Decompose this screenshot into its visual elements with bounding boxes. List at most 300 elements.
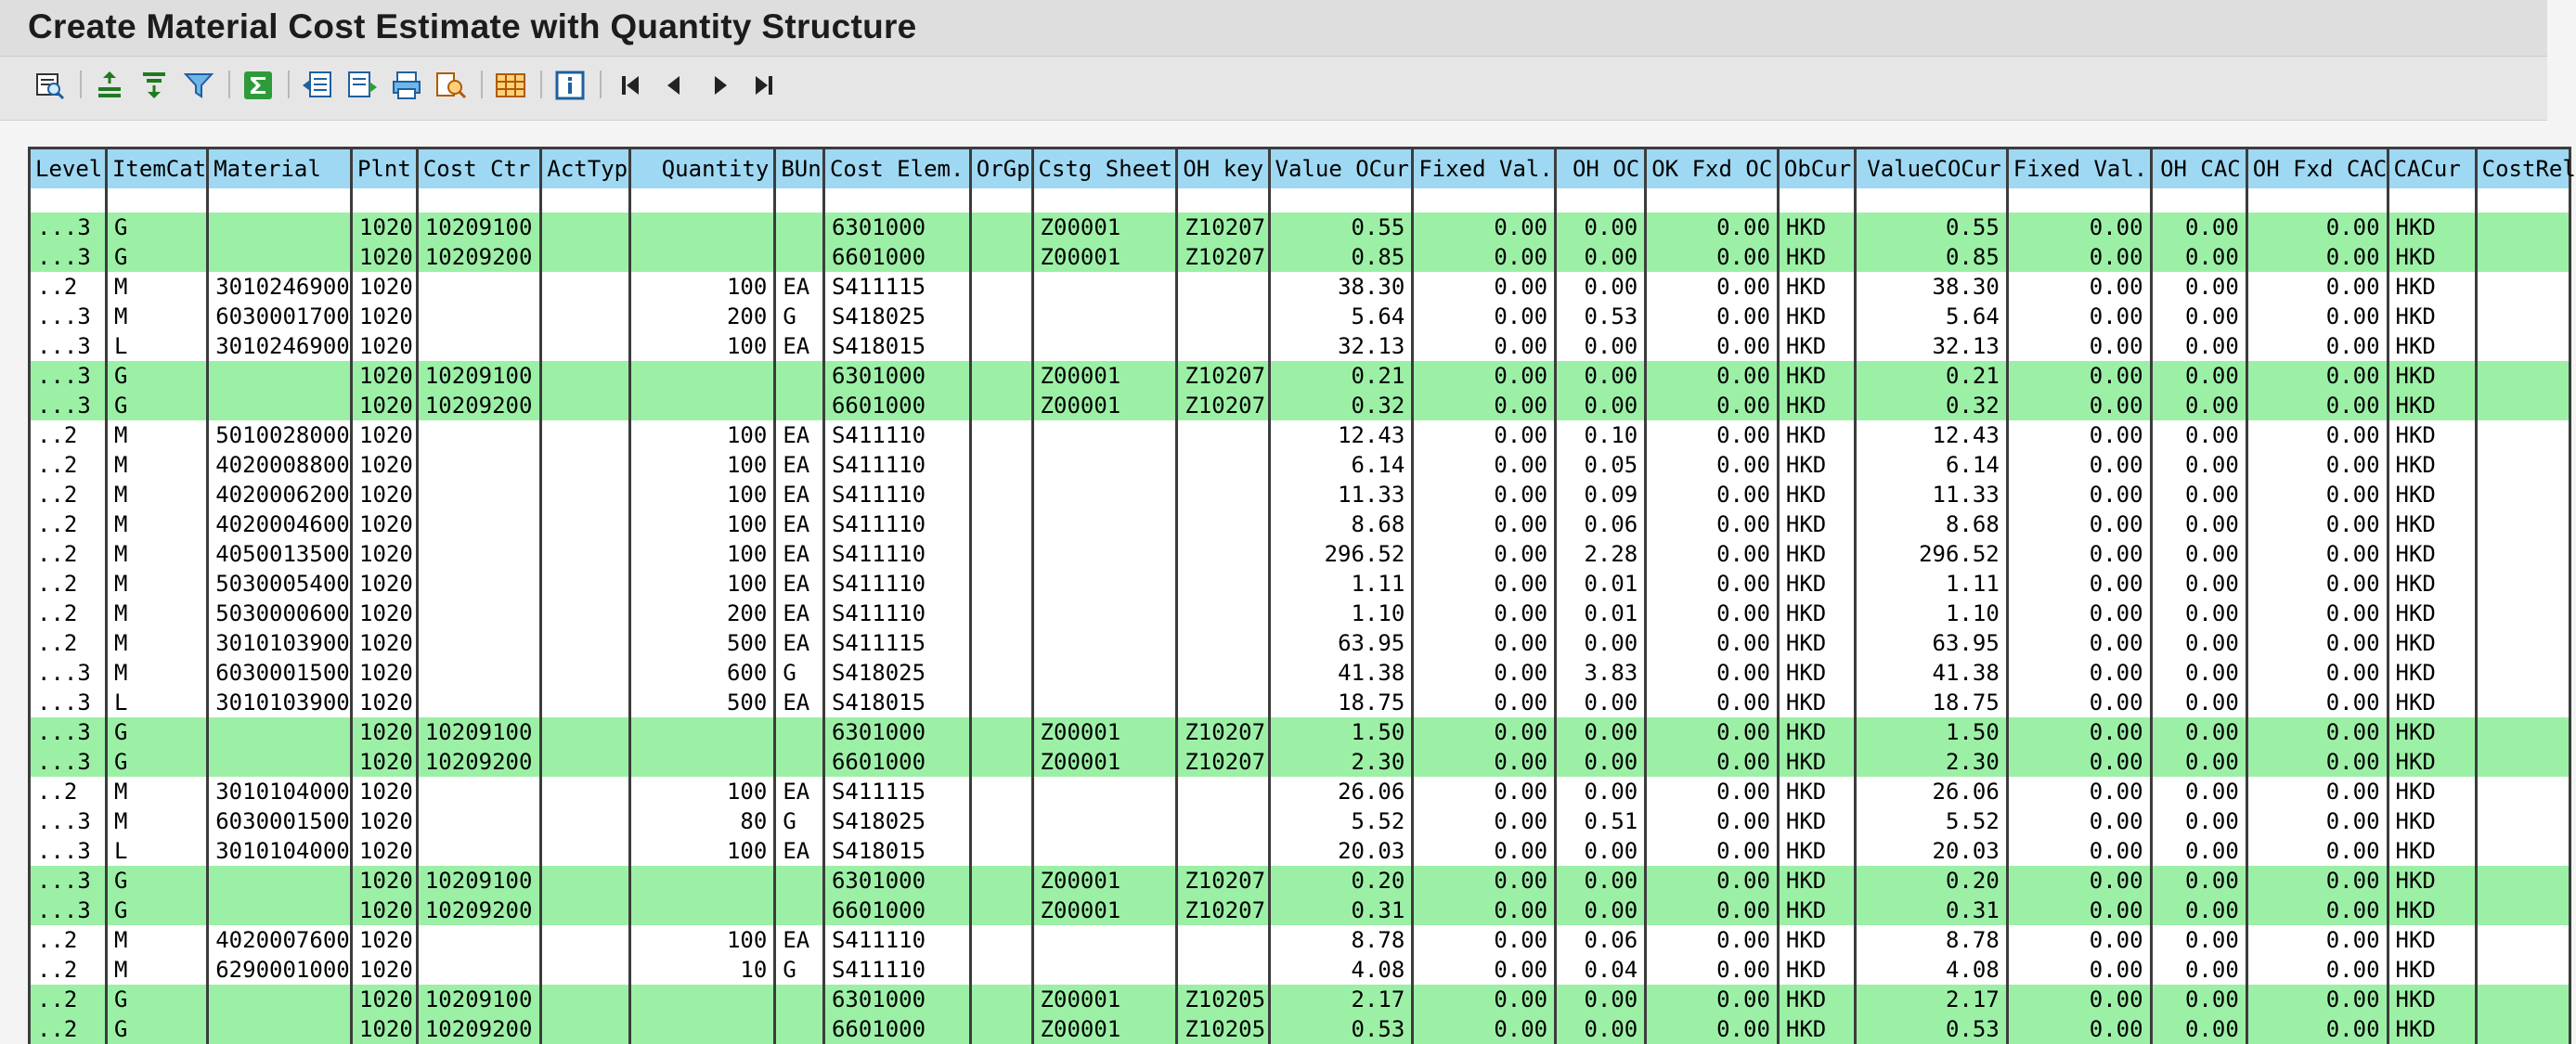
- table-cell[interactable]: M: [106, 925, 207, 955]
- column-header[interactable]: BUn: [775, 148, 824, 189]
- table-cell[interactable]: 0.00: [2007, 896, 2151, 925]
- table-cell[interactable]: [1177, 331, 1269, 361]
- table-cell[interactable]: HKD: [1778, 866, 1855, 896]
- table-cell[interactable]: 4.08: [1269, 955, 1413, 985]
- table-row[interactable]: [30, 361, 2570, 391]
- table-cell[interactable]: [1032, 658, 1177, 688]
- table-cell[interactable]: HKD: [2388, 450, 2476, 480]
- table-cell[interactable]: [417, 777, 541, 806]
- table-cell[interactable]: [208, 717, 352, 747]
- table-cell[interactable]: 0.00: [1556, 272, 1646, 302]
- table-cell[interactable]: 100: [629, 925, 775, 955]
- table-cell[interactable]: 4050013500: [208, 539, 352, 569]
- table-cell[interactable]: 0.00: [2151, 836, 2246, 866]
- table-cell[interactable]: [541, 747, 629, 777]
- table-cell[interactable]: 500: [629, 688, 775, 717]
- table-cell[interactable]: [2476, 777, 2570, 806]
- table-cell[interactable]: 0.53: [1556, 302, 1646, 331]
- table-cell[interactable]: [541, 539, 629, 569]
- table-row[interactable]: [30, 420, 2570, 450]
- column-header[interactable]: CostRel: [2476, 148, 2570, 189]
- table-cell[interactable]: Z00001: [1032, 747, 1177, 777]
- table-cell[interactable]: [1177, 955, 1269, 985]
- table-cell[interactable]: HKD: [1778, 1014, 1855, 1044]
- table-cell[interactable]: Z00001: [1032, 896, 1177, 925]
- table-cell[interactable]: 0.00: [1413, 777, 1556, 806]
- table-cell[interactable]: 0.55: [1855, 213, 2007, 242]
- table-cell[interactable]: [541, 1014, 629, 1044]
- column-header[interactable]: Material: [208, 148, 352, 189]
- table-cell[interactable]: [208, 747, 352, 777]
- table-cell[interactable]: 10: [629, 955, 775, 985]
- table-cell[interactable]: 0.00: [2246, 569, 2388, 599]
- table-cell[interactable]: [775, 361, 824, 391]
- table-cell[interactable]: 100: [629, 509, 775, 539]
- table-cell[interactable]: 1020: [352, 777, 418, 806]
- table-cell[interactable]: 0.00: [1646, 420, 1779, 450]
- table-cell[interactable]: [1032, 688, 1177, 717]
- table-cell[interactable]: 1.50: [1269, 717, 1413, 747]
- table-cell[interactable]: 1020: [352, 302, 418, 331]
- table-cell[interactable]: [2476, 896, 2570, 925]
- table-cell[interactable]: 0.00: [2246, 836, 2388, 866]
- print-icon[interactable]: [390, 69, 423, 102]
- table-cell[interactable]: 10209200: [417, 747, 541, 777]
- table-cell[interactable]: M: [106, 777, 207, 806]
- table-cell[interactable]: 6.14: [1855, 450, 2007, 480]
- table-cell[interactable]: [629, 896, 775, 925]
- table-cell[interactable]: ...3: [30, 688, 107, 717]
- table-cell[interactable]: HKD: [2388, 777, 2476, 806]
- table-cell[interactable]: 0.00: [1646, 1014, 1779, 1044]
- table-cell[interactable]: 100: [629, 450, 775, 480]
- table-cell[interactable]: [1032, 272, 1177, 302]
- table-cell[interactable]: 20.03: [1269, 836, 1413, 866]
- table-cell[interactable]: 63.95: [1855, 628, 2007, 658]
- table-cell[interactable]: 0.00: [1413, 896, 1556, 925]
- table-cell[interactable]: HKD: [1778, 836, 1855, 866]
- table-cell[interactable]: HKD: [2388, 658, 2476, 688]
- table-cell[interactable]: 10209100: [417, 866, 541, 896]
- table-cell[interactable]: 100: [629, 480, 775, 509]
- table-cell[interactable]: 6030001700: [208, 302, 352, 331]
- table-cell[interactable]: [2476, 361, 2570, 391]
- table-cell[interactable]: 0.00: [1646, 688, 1779, 717]
- table-cell[interactable]: ...3: [30, 658, 107, 688]
- table-cell[interactable]: 6601000: [823, 747, 970, 777]
- table-row[interactable]: [30, 272, 2570, 302]
- table-cell[interactable]: EA: [775, 420, 824, 450]
- table-cell[interactable]: G: [106, 242, 207, 272]
- table-cell[interactable]: 6601000: [823, 1014, 970, 1044]
- table-cell[interactable]: 1.10: [1269, 599, 1413, 628]
- table-cell[interactable]: L: [106, 836, 207, 866]
- table-cell[interactable]: 296.52: [1855, 539, 2007, 569]
- column-header[interactable]: OH key: [1177, 148, 1269, 189]
- table-cell[interactable]: 0.55: [1269, 213, 1413, 242]
- table-cell[interactable]: [541, 569, 629, 599]
- table-cell[interactable]: 0.00: [1646, 717, 1779, 747]
- table-cell[interactable]: M: [106, 302, 207, 331]
- table-cell[interactable]: [970, 955, 1032, 985]
- table-cell[interactable]: HKD: [1778, 480, 1855, 509]
- table-cell[interactable]: EA: [775, 331, 824, 361]
- table-cell[interactable]: [2476, 213, 2570, 242]
- table-cell[interactable]: 0.53: [1269, 1014, 1413, 1044]
- table-cell[interactable]: [541, 955, 629, 985]
- table-cell[interactable]: 1020: [352, 985, 418, 1014]
- table-cell[interactable]: [208, 391, 352, 420]
- table-cell[interactable]: 0.00: [2151, 213, 2246, 242]
- table-cell[interactable]: [1177, 658, 1269, 688]
- table-cell[interactable]: [970, 925, 1032, 955]
- table-cell[interactable]: 1.10: [1855, 599, 2007, 628]
- column-header[interactable]: OrGp: [970, 148, 1032, 189]
- table-cell[interactable]: ..2: [30, 450, 107, 480]
- table-cell[interactable]: 0.00: [2007, 539, 2151, 569]
- table-cell[interactable]: 5.52: [1269, 806, 1413, 836]
- table-cell[interactable]: [208, 1014, 352, 1044]
- table-cell[interactable]: 0.10: [1556, 420, 1646, 450]
- table-cell[interactable]: 5010028000: [208, 420, 352, 450]
- table-cell[interactable]: [1177, 836, 1269, 866]
- table-cell[interactable]: 0.53: [1855, 1014, 2007, 1044]
- table-cell[interactable]: 0.00: [1646, 896, 1779, 925]
- table-cell[interactable]: 0.00: [1413, 272, 1556, 302]
- table-cell[interactable]: 63.95: [1269, 628, 1413, 658]
- table-cell[interactable]: [541, 836, 629, 866]
- next-page-icon[interactable]: [704, 69, 737, 102]
- table-cell[interactable]: 5.64: [1855, 302, 2007, 331]
- table-cell[interactable]: [970, 539, 1032, 569]
- table-cell[interactable]: 0.00: [1413, 539, 1556, 569]
- table-cell[interactable]: [2476, 509, 2570, 539]
- table-row[interactable]: [30, 688, 2570, 717]
- table-cell[interactable]: [1177, 509, 1269, 539]
- table-cell[interactable]: 0.51: [1556, 806, 1646, 836]
- table-cell[interactable]: 1020: [352, 896, 418, 925]
- table-cell[interactable]: G: [106, 361, 207, 391]
- table-cell[interactable]: [541, 628, 629, 658]
- table-row[interactable]: [30, 955, 2570, 985]
- table-cell[interactable]: S411115: [823, 272, 970, 302]
- table-cell[interactable]: 0.00: [1556, 747, 1646, 777]
- table-cell[interactable]: 6301000: [823, 717, 970, 747]
- table-cell[interactable]: 6601000: [823, 391, 970, 420]
- table-cell[interactable]: [1032, 420, 1177, 450]
- table-cell[interactable]: [208, 866, 352, 896]
- table-cell[interactable]: 0.00: [1413, 747, 1556, 777]
- table-cell[interactable]: 0.00: [2007, 1014, 2151, 1044]
- table-cell[interactable]: EA: [775, 925, 824, 955]
- table-cell[interactable]: 0.00: [2246, 955, 2388, 985]
- table-cell[interactable]: HKD: [1778, 509, 1855, 539]
- table-cell[interactable]: 0.00: [2007, 213, 2151, 242]
- column-header[interactable]: ItemCat: [106, 148, 207, 189]
- table-cell[interactable]: 0.00: [2151, 985, 2246, 1014]
- table-cell[interactable]: [775, 213, 824, 242]
- table-cell[interactable]: 32.13: [1855, 331, 2007, 361]
- table-cell[interactable]: 0.00: [2007, 599, 2151, 628]
- table-cell[interactable]: [970, 450, 1032, 480]
- table-cell[interactable]: 0.00: [1646, 391, 1779, 420]
- table-cell[interactable]: HKD: [1778, 361, 1855, 391]
- table-cell[interactable]: 0.00: [1413, 866, 1556, 896]
- table-cell[interactable]: 41.38: [1269, 658, 1413, 688]
- table-cell[interactable]: S411110: [823, 539, 970, 569]
- table-cell[interactable]: 10209100: [417, 361, 541, 391]
- table-cell[interactable]: [1177, 806, 1269, 836]
- table-cell[interactable]: M: [106, 539, 207, 569]
- table-cell[interactable]: 0.00: [2246, 242, 2388, 272]
- table-cell[interactable]: 1020: [352, 717, 418, 747]
- table-cell[interactable]: 0.00: [1646, 272, 1779, 302]
- table-cell[interactable]: 1020: [352, 331, 418, 361]
- table-cell[interactable]: ...3: [30, 896, 107, 925]
- table-cell[interactable]: EA: [775, 599, 824, 628]
- table-cell[interactable]: 0.00: [2151, 272, 2246, 302]
- table-cell[interactable]: 0.00: [2151, 658, 2246, 688]
- table-cell[interactable]: [417, 272, 541, 302]
- table-cell[interactable]: HKD: [2388, 213, 2476, 242]
- table-cell[interactable]: G: [775, 302, 824, 331]
- table-cell[interactable]: 0.00: [1556, 866, 1646, 896]
- table-cell[interactable]: [970, 509, 1032, 539]
- table-cell[interactable]: [417, 509, 541, 539]
- table-cell[interactable]: 1.50: [1855, 717, 2007, 747]
- table-cell[interactable]: HKD: [1778, 331, 1855, 361]
- table-cell[interactable]: 0.00: [2007, 509, 2151, 539]
- table-cell[interactable]: 0.00: [1413, 569, 1556, 599]
- table-cell[interactable]: EA: [775, 539, 824, 569]
- table-cell[interactable]: 0.00: [2246, 688, 2388, 717]
- table-cell[interactable]: [629, 985, 775, 1014]
- table-cell[interactable]: 0.00: [2007, 302, 2151, 331]
- table-cell[interactable]: 20.03: [1855, 836, 2007, 866]
- table-cell[interactable]: HKD: [1778, 569, 1855, 599]
- table-cell[interactable]: 0.00: [1413, 1014, 1556, 1044]
- table-cell[interactable]: HKD: [1778, 242, 1855, 272]
- table-cell[interactable]: [1032, 302, 1177, 331]
- table-cell[interactable]: 1020: [352, 539, 418, 569]
- table-cell[interactable]: 41.38: [1855, 658, 2007, 688]
- table-cell[interactable]: [970, 302, 1032, 331]
- table-cell[interactable]: 6301000: [823, 866, 970, 896]
- table-cell[interactable]: [629, 866, 775, 896]
- table-cell[interactable]: 0.00: [1556, 717, 1646, 747]
- table-cell[interactable]: [541, 658, 629, 688]
- table-cell[interactable]: [629, 1014, 775, 1044]
- table-cell[interactable]: 1020: [352, 509, 418, 539]
- table-cell[interactable]: 0.00: [2151, 242, 2246, 272]
- table-cell[interactable]: [417, 806, 541, 836]
- table-cell[interactable]: [541, 599, 629, 628]
- table-cell[interactable]: 0.00: [2151, 806, 2246, 836]
- table-cell[interactable]: 0.00: [2007, 361, 2151, 391]
- column-header[interactable]: OH Fxd CAC: [2246, 148, 2388, 189]
- table-cell[interactable]: 0.00: [1556, 331, 1646, 361]
- table-cell[interactable]: [2476, 866, 2570, 896]
- table-cell[interactable]: [2476, 836, 2570, 866]
- column-header[interactable]: ActTyp: [541, 148, 629, 189]
- table-cell[interactable]: S411110: [823, 450, 970, 480]
- table-cell[interactable]: [417, 836, 541, 866]
- table-cell[interactable]: HKD: [1778, 391, 1855, 420]
- table-cell[interactable]: HKD: [1778, 777, 1855, 806]
- table-cell[interactable]: [629, 391, 775, 420]
- table-cell[interactable]: HKD: [2388, 569, 2476, 599]
- table-cell[interactable]: [775, 242, 824, 272]
- table-cell[interactable]: Z00001: [1032, 242, 1177, 272]
- table-cell[interactable]: 0.00: [2007, 480, 2151, 509]
- table-cell[interactable]: [629, 747, 775, 777]
- table-cell[interactable]: [2476, 658, 2570, 688]
- table-cell[interactable]: HKD: [2388, 896, 2476, 925]
- table-cell[interactable]: 1020: [352, 450, 418, 480]
- table-cell[interactable]: G: [775, 806, 824, 836]
- table-cell[interactable]: [1177, 599, 1269, 628]
- table-cell[interactable]: ..2: [30, 272, 107, 302]
- table-cell[interactable]: 10209100: [417, 985, 541, 1014]
- table-cell[interactable]: M: [106, 420, 207, 450]
- first-page-icon[interactable]: [615, 69, 648, 102]
- table-cell[interactable]: 0.85: [1855, 242, 2007, 272]
- table-cell[interactable]: [541, 361, 629, 391]
- table-cell[interactable]: ..2: [30, 480, 107, 509]
- table-cell[interactable]: [2476, 717, 2570, 747]
- table-cell[interactable]: 200: [629, 302, 775, 331]
- column-header[interactable]: Plnt: [352, 148, 418, 189]
- table-cell[interactable]: 0.00: [1413, 836, 1556, 866]
- table-cell[interactable]: L: [106, 331, 207, 361]
- table-row[interactable]: [30, 925, 2570, 955]
- table-cell[interactable]: 0.00: [2007, 272, 2151, 302]
- table-cell[interactable]: 5030005400: [208, 569, 352, 599]
- table-cell[interactable]: HKD: [2388, 242, 2476, 272]
- table-cell[interactable]: 4020006200: [208, 480, 352, 509]
- table-cell[interactable]: HKD: [1778, 658, 1855, 688]
- table-cell[interactable]: 0.00: [2246, 628, 2388, 658]
- table-cell[interactable]: 6601000: [823, 242, 970, 272]
- table-cell[interactable]: 0.00: [1413, 509, 1556, 539]
- table-cell[interactable]: [2476, 925, 2570, 955]
- table-cell[interactable]: 11.33: [1855, 480, 2007, 509]
- table-cell[interactable]: Z10207: [1177, 896, 1269, 925]
- table-cell[interactable]: EA: [775, 450, 824, 480]
- table-cell[interactable]: 38.30: [1855, 272, 2007, 302]
- table-cell[interactable]: 1020: [352, 628, 418, 658]
- table-cell[interactable]: 0.00: [2246, 866, 2388, 896]
- table-cell[interactable]: [1177, 688, 1269, 717]
- table-cell[interactable]: 26.06: [1855, 777, 2007, 806]
- table-cell[interactable]: [417, 420, 541, 450]
- table-cell[interactable]: 1020: [352, 925, 418, 955]
- table-cell[interactable]: [970, 361, 1032, 391]
- table-cell[interactable]: HKD: [1778, 628, 1855, 658]
- table-cell[interactable]: [2476, 242, 2570, 272]
- table-cell[interactable]: 1020: [352, 836, 418, 866]
- table-cell[interactable]: 500: [629, 628, 775, 658]
- table-cell[interactable]: [1032, 836, 1177, 866]
- table-cell[interactable]: 0.00: [2246, 539, 2388, 569]
- table-cell[interactable]: [970, 628, 1032, 658]
- table-cell[interactable]: 0.00: [2007, 569, 2151, 599]
- table-cell[interactable]: 100: [629, 777, 775, 806]
- table-cell[interactable]: [2476, 420, 2570, 450]
- table-cell[interactable]: 0.00: [2007, 925, 2151, 955]
- table-cell[interactable]: 0.00: [2151, 450, 2246, 480]
- table-cell[interactable]: HKD: [1778, 599, 1855, 628]
- table-cell[interactable]: 0.00: [2246, 509, 2388, 539]
- table-cell[interactable]: 5030000600: [208, 599, 352, 628]
- table-cell[interactable]: [541, 509, 629, 539]
- table-cell[interactable]: [970, 688, 1032, 717]
- table-row[interactable]: [30, 836, 2570, 866]
- table-cell[interactable]: ..2: [30, 777, 107, 806]
- table-cell[interactable]: 80: [629, 806, 775, 836]
- table-cell[interactable]: 0.00: [1413, 688, 1556, 717]
- table-cell[interactable]: HKD: [1778, 539, 1855, 569]
- table-cell[interactable]: 0.00: [2007, 242, 2151, 272]
- table-cell[interactable]: 0.00: [2007, 658, 2151, 688]
- table-cell[interactable]: 0.00: [1556, 391, 1646, 420]
- table-cell[interactable]: 0.06: [1556, 509, 1646, 539]
- table-cell[interactable]: [775, 391, 824, 420]
- table-cell[interactable]: [417, 331, 541, 361]
- table-cell[interactable]: [2476, 569, 2570, 599]
- column-header[interactable]: ValueCOCur: [1855, 148, 2007, 189]
- table-cell[interactable]: HKD: [2388, 688, 2476, 717]
- table-cell[interactable]: 1020: [352, 569, 418, 599]
- table-cell[interactable]: 0.00: [2151, 420, 2246, 450]
- table-cell[interactable]: 0.00: [1646, 599, 1779, 628]
- table-cell[interactable]: 1020: [352, 955, 418, 985]
- table-cell[interactable]: [1177, 302, 1269, 331]
- column-header[interactable]: OK Fxd OC: [1646, 148, 1779, 189]
- column-header[interactable]: OH CAC: [2151, 148, 2246, 189]
- table-cell[interactable]: ...3: [30, 866, 107, 896]
- info-icon[interactable]: [553, 69, 587, 102]
- table-cell[interactable]: 6601000: [823, 896, 970, 925]
- table-cell[interactable]: HKD: [1778, 896, 1855, 925]
- table-cell[interactable]: ..2: [30, 955, 107, 985]
- table-cell[interactable]: [970, 420, 1032, 450]
- table-cell[interactable]: [417, 658, 541, 688]
- table-cell[interactable]: 0.00: [1646, 658, 1779, 688]
- table-cell[interactable]: S418015: [823, 688, 970, 717]
- table-row[interactable]: [30, 331, 2570, 361]
- table-cell[interactable]: 600: [629, 658, 775, 688]
- table-cell[interactable]: 0.00: [2151, 747, 2246, 777]
- table-cell[interactable]: [2476, 1014, 2570, 1044]
- table-cell[interactable]: S418025: [823, 806, 970, 836]
- table-cell[interactable]: 0.00: [1413, 955, 1556, 985]
- table-cell[interactable]: [417, 628, 541, 658]
- table-cell[interactable]: 0.00: [2246, 806, 2388, 836]
- table-cell[interactable]: ...3: [30, 213, 107, 242]
- table-cell[interactable]: 10209100: [417, 213, 541, 242]
- table-cell[interactable]: 0.00: [2151, 539, 2246, 569]
- table-cell[interactable]: [1032, 806, 1177, 836]
- table-cell[interactable]: 0.00: [2246, 302, 2388, 331]
- table-cell[interactable]: [775, 747, 824, 777]
- table-cell[interactable]: [775, 717, 824, 747]
- table-cell[interactable]: [970, 747, 1032, 777]
- table-cell[interactable]: [541, 391, 629, 420]
- table-cell[interactable]: 3010104000: [208, 777, 352, 806]
- table-cell[interactable]: 3010246900: [208, 272, 352, 302]
- table-cell[interactable]: 0.00: [2151, 569, 2246, 599]
